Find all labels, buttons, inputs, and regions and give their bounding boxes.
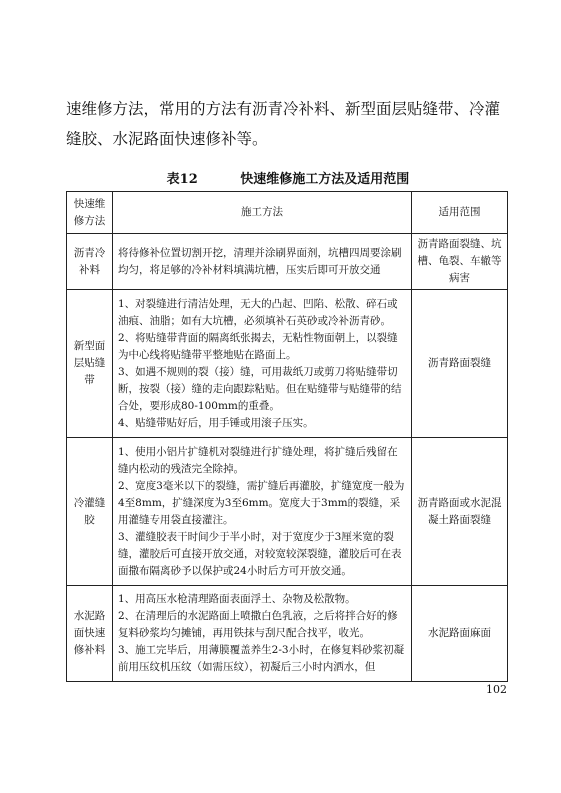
- table-row: [67, 438, 508, 586]
- table-header-row: [67, 192, 508, 234]
- header-construction-method: 施工方法: [113, 192, 412, 234]
- table-number: 表12: [166, 172, 198, 187]
- method-steps-cell: [113, 586, 412, 682]
- page-number: 102: [486, 683, 507, 696]
- repair-methods-table: [66, 191, 508, 682]
- table-caption: [68, 168, 508, 187]
- table-row: [67, 290, 508, 438]
- method-name-cell: 冷灌缝胶: [67, 438, 113, 586]
- method-step: 4、贴缝带贴好后，用手锤或用滚子压实。: [118, 416, 314, 429]
- header-method-name: 快速维修方法: [67, 192, 113, 234]
- method-step: 将待修补位置切割开挖，清理并涂刷界面剂，坑槽四周要涂刷均匀，将足够的冷补材料填满坑槽，压实后即可开放交通: [118, 246, 402, 276]
- scope-cell: 沥青路面裂缝、坑槽、龟裂、车辙等病害: [412, 234, 508, 290]
- method-name-cell: 沥青冷补料: [67, 234, 113, 290]
- table-title: 快速维修施工方法及适用范围: [240, 172, 410, 187]
- method-name-cell: 水泥路面快速修补料: [67, 586, 113, 682]
- method-step: 2、在清理后的水泥路面上喷撒白色乳液，之后将拌合好的修复料砂浆均匀摊铺，再用铁抹与刮尺配合找平，收光。: [118, 610, 398, 639]
- table-row: [67, 234, 508, 290]
- scope-cell: 沥青路面裂缝: [412, 290, 508, 438]
- method-step: 1、用高压水枪清理路面表面浮土、杂物及松散物。: [118, 593, 356, 605]
- scope-cell: 沥青路面或水泥混凝土路面裂缝: [412, 438, 508, 586]
- intro-line-1: 速维修方法，常用的方法有沥青冷补料、新型面层贴缝带、冷灌: [66, 100, 501, 118]
- scope-cell: 水泥路面麻面: [412, 586, 508, 682]
- method-step: 3、施工完毕后，用薄膜覆盖养生2-3小时，在修复料砂浆初凝前用压纹机压纹（如需压纹），初凝后三小时内洒水，但: [118, 644, 405, 673]
- method-steps-cell: [113, 438, 412, 586]
- method-name-cell: 新型面层贴缝带: [67, 290, 113, 438]
- method-step: 2、将贴缝带背面的隔离纸张揭去，无粘性物面朝上，以裂缝为中心线将贴缝带平整地贴在路面上。: [118, 331, 398, 361]
- method-step: 1、对裂缝进行清洁处理，无大的凸起、凹陷、松散、碎石或油痕、油脂；如有大坑槽，必须填补石英砂或冷补沥青砂。: [118, 297, 398, 327]
- method-step: 2、宽度3毫米以下的裂缝，需扩缝后再灌胶，扩缝宽度一般为4至8mm，扩缝深度为3至6mm。宽度大于3mm的裂缝，采用灌缝专用袋直接灌注。: [118, 479, 405, 526]
- method-step: 1、使用小铝片扩缝机对裂缝进行扩缝处理，将扩缝后残留在缝内松动的残渣完全除掉。: [118, 445, 398, 475]
- method-step: 3、如遇不规则的裂（接）缝，可用裁纸刀或剪刀将贴缝带切断，按裂（接）缝的走向跟踪粘贴。但在贴缝带与贴缝带的结合处，要形成80-100mm的重叠。: [118, 365, 402, 412]
- method-steps-cell: [113, 234, 412, 290]
- intro-paragraph: [66, 94, 506, 154]
- header-scope: 适用范围: [412, 192, 508, 234]
- intro-line-2: 缝胶、水泥路面快速修补等。: [66, 130, 268, 148]
- method-step: 3、灌缝胶表干时间少于半小时，对于宽度少于3厘米宽的裂缝，灌胶后可直接开放交通，对较宽较深裂缝，灌胶后可在表面撒布隔离砂予以保护或24小时后方可开放交通。: [118, 530, 402, 577]
- method-steps-cell: [113, 290, 412, 438]
- table-row: [67, 586, 508, 682]
